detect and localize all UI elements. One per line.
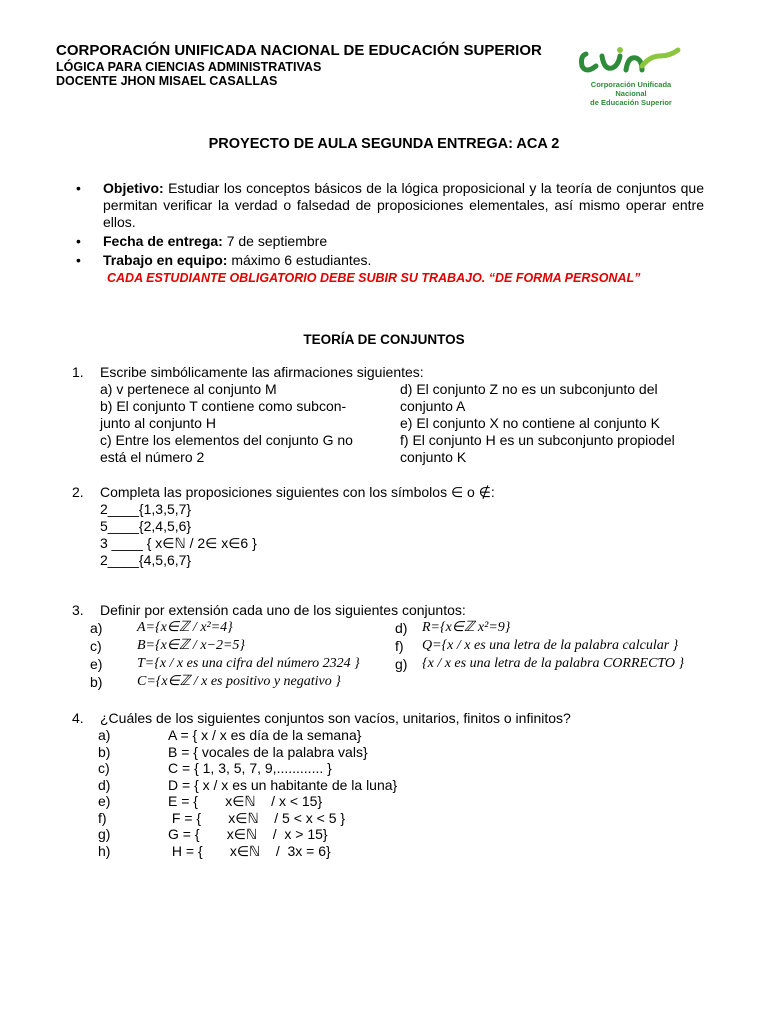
item-value: {x / x es una letra de la palabra CORRECTO } [422,656,685,671]
item-value: F = { x∈ℕ / 5 < x < 5 } [168,809,346,826]
question-3-prompt [72,602,712,619]
item-letter: h) [98,842,111,859]
question-number: 2. [72,484,84,500]
course-name: LÓGICA PARA CIENCIAS ADMINISTRATIVAS [56,60,322,74]
question-2-items [100,501,712,569]
bullet-dot: • [76,233,81,249]
document-title: PROYECTO DE AULA SEGUNDA ENTREGA: ACA 2 [208,136,560,152]
list-item: d) El conjunto Z no es un subconjunto del [400,381,658,397]
bullet-text: máximo 6 estudiantes. [227,252,372,268]
item-letter: a) [90,620,103,636]
list-item [72,760,712,777]
list-item [72,843,712,860]
item-value: C = { 1, 3, 5, 7, 9,............ } [168,760,332,776]
list-item: e) El conjunto X no contiene al conjunto K [400,415,660,431]
question-text: Definir por extensión cada uno de los siguientes conjuntos: [100,602,466,618]
item-value: E = { x∈ℕ / x < 15} [168,793,323,809]
bullet-text: Estudiar los conceptos básicos de la lógica proposicional y la teoría de conjuntos que permitan verificar la verdad o falsedad de proposiciones elementales, así mismo operar entre ellos. [103,180,704,230]
question-number: 4. [72,710,84,726]
item-letter: c) [90,638,102,654]
list-item: 3 ____ { x∈ℕ / 2∈ x∈6 } [100,535,257,551]
item-value: A = { x / x es día de la semana} [168,727,362,743]
item-letter: c) [98,760,110,776]
question-1-items [100,381,712,466]
question-3-items [72,619,712,691]
item-value: C={x∈ℤ / x es positivo y negativo } [137,674,341,689]
logo-caption-2: de Educación Superior [590,98,672,107]
item-letter: d) [395,620,408,636]
cun-logo-mark [576,44,686,80]
item-letter: f) [98,809,107,826]
item-letter: d) [98,776,111,793]
item-value: G = { x∈ℕ / x > 15} [168,826,328,842]
item-letter: g) [98,826,111,842]
item-letter: b) [90,674,103,690]
bullet-due-date [76,233,704,250]
list-item [72,793,712,810]
list-item: 2____{4,5,6,7} [100,552,192,568]
bullet-label: Fecha de entrega: [103,233,223,249]
bullet-team-work [76,252,704,269]
list-item: 5____{2,4,5,6} [100,518,192,534]
item-value: B = { vocales de la palabra vals} [168,743,368,760]
question-4-items [72,727,712,859]
list-item: conjunto A [400,398,466,414]
list-item: junto al conjunto H [100,415,216,431]
item-letter: e) [98,793,111,809]
item-letter: f) [395,638,404,654]
info-bullets [76,180,704,285]
list-item [72,673,712,691]
question-3 [72,602,712,691]
list-item: conjunto K [400,449,467,465]
question-text: Escribe simbólicamente las afirmaciones siguientes: [100,364,424,380]
list-item: 2____{1,3,5,7} [100,501,192,517]
question-text: Completa las proposiciones siguientes con los símbolos ∈ o ∉: [100,484,495,500]
question-2-prompt [72,484,712,501]
list-item [72,826,712,843]
item-value: B={x∈ℤ / x−2=5} [137,638,246,653]
item-letter: g) [395,656,408,672]
question-number: 1. [72,364,84,380]
list-item [72,727,712,744]
list-item [72,810,712,827]
question-1-prompt [72,364,712,381]
item-letter: e) [90,656,103,672]
item-value: Q={x / x es una letra de la palabra calcular } [422,638,679,653]
list-item [72,777,712,794]
question-number: 3. [72,602,84,618]
logo-caption-1: Corporación Unificada Nacional [590,80,672,98]
question-2 [72,484,712,569]
question-1 [72,364,712,466]
institution-name: CORPORACIÓN UNIFICADA NACIONAL DE EDUCACIÓN SUPERIOR [56,42,542,59]
question-4 [72,710,712,859]
list-item [72,744,712,761]
item-value: H = { x∈ℕ / 3x = 6} [168,842,331,859]
item-value: T={x / x es una cifra del número 2324 } [137,656,360,671]
item-letter: b) [98,743,111,760]
teacher-name: DOCENTE JHON MISAEL CASALLAS [56,74,278,88]
question-text: ¿Cuáles de los siguientes conjuntos son vacíos, unitarios, finitos o infinitos? [100,710,571,726]
list-item [72,655,712,673]
bullet-dot: • [76,252,81,268]
item-value: D = { x / x es un habitante de la luna} [168,776,398,793]
question-4-prompt [72,710,712,727]
question-1-left-column [100,381,400,466]
cun-logo [576,44,686,107]
item-value: R={x∈ℤ x²=9} [422,620,511,635]
item-value: A={x∈ℤ / x²=4} [137,620,233,635]
bullet-label: Trabajo en equipo: [103,252,228,268]
mandatory-note: CADA ESTUDIANTE OBLIGATORIO DEBE SUBIR SU TRABAJO. “DE FORMA PERSONAL” [107,271,641,285]
question-1-right-column [400,381,712,466]
list-item: c) Entre los elementos del conjunto G no [100,432,353,448]
section-title: TEORÍA DE CONJUNTOS [303,332,465,347]
list-item: f) El conjunto H es un subconjunto propiodel [400,432,675,448]
list-item [72,637,712,655]
list-item [72,619,712,637]
document-header [56,42,542,88]
list-item: a) v pertenece al conjunto M [100,381,277,397]
bullet-text: 7 de septiembre [222,233,328,249]
list-item: b) El conjunto T contiene como subcon- [100,398,347,414]
bullet-label: Objetivo: [103,180,164,196]
item-letter: a) [98,727,111,743]
bullet-dot: • [76,180,81,196]
list-item: está el número 2 [100,449,205,465]
bullet-objective [76,180,704,231]
